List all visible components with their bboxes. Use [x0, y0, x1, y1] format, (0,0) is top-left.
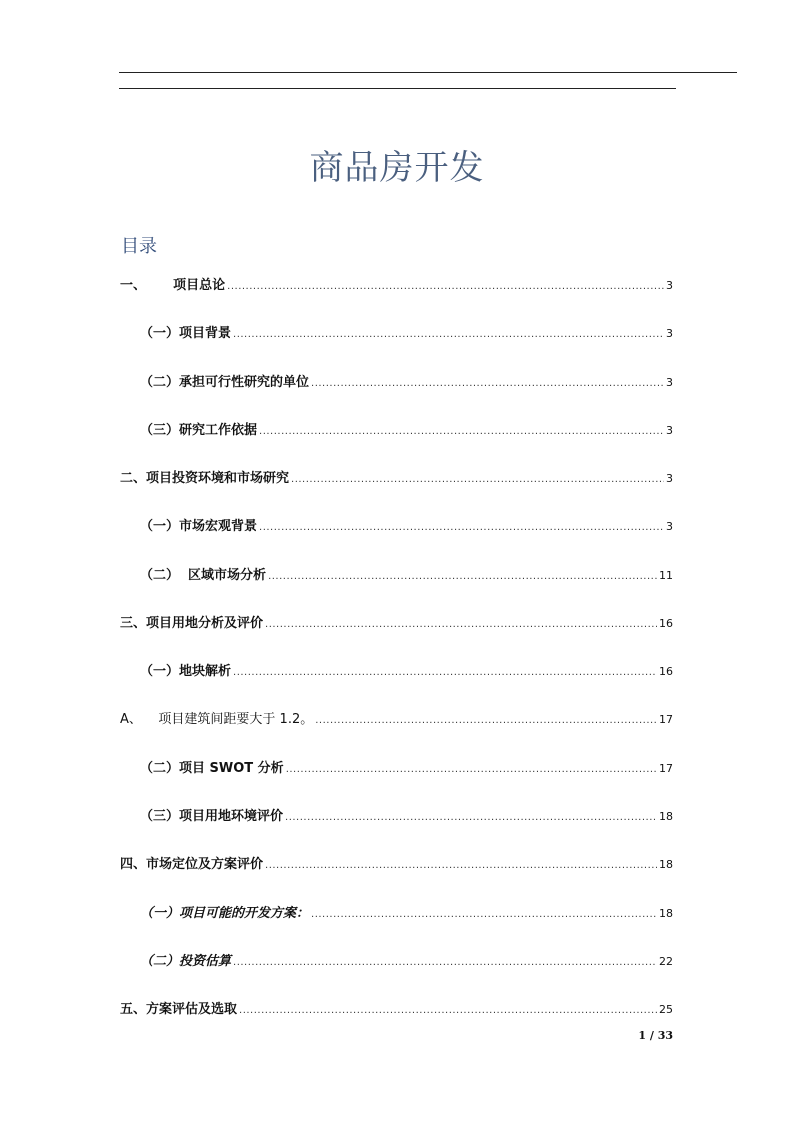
toc-leader-dots [233, 663, 657, 683]
toc-entry[interactable] [140, 373, 673, 393]
toc-entry[interactable] [140, 566, 673, 586]
toc-entry-page: 3 [666, 279, 673, 292]
toc-leader-dots [233, 953, 657, 973]
toc-entry[interactable] [140, 807, 673, 827]
page-number: 1 / 33 [638, 1029, 673, 1042]
toc-entry-page: 11 [659, 569, 673, 582]
toc-entry-page: 17 [659, 713, 673, 726]
toc-leader-dots [233, 325, 664, 345]
toc-leader-dots [315, 711, 657, 731]
toc-entry-label: （二）投资估算 [140, 954, 232, 969]
document-title: 商品房开发 [309, 148, 485, 188]
toc-entry-page: 3 [666, 520, 673, 533]
toc-leader-dots [311, 905, 657, 925]
toc-entry-label: 五、方案评估及选取 [120, 1002, 238, 1017]
header-rule-second [119, 88, 676, 89]
toc-entry[interactable] [140, 517, 673, 537]
toc-entry[interactable] [140, 324, 673, 344]
toc-entry-label: A、 项目建筑间距要大于 1.2。 [120, 712, 314, 727]
toc-entry-label: （三）项目用地环境评价 [140, 809, 284, 824]
toc-entry-page: 3 [666, 327, 673, 340]
toc-entry-page: 16 [659, 617, 673, 630]
toc-leader-dots [285, 808, 657, 828]
toc-leader-dots [268, 567, 657, 587]
toc-entry[interactable] [140, 662, 673, 682]
toc-entry[interactable] [120, 855, 673, 875]
toc-entry-label: （二） 区域市场分析 [140, 568, 267, 583]
toc-entry[interactable] [140, 904, 673, 924]
toc-entry[interactable] [140, 421, 673, 441]
toc-entry-page: 3 [666, 472, 673, 485]
toc-entry-page: 17 [659, 762, 673, 775]
toc-entry[interactable] [140, 952, 673, 972]
toc-entry-label: 一、 项目总论 [120, 278, 226, 293]
toc-entry-label: （一）市场宏观背景 [140, 519, 258, 534]
toc-entry-page: 3 [666, 376, 673, 389]
toc-entry[interactable] [120, 469, 673, 489]
toc-entry-label: （二）项目 SWOT 分析 [140, 761, 284, 776]
toc-entry-label: （一）地块解析 [140, 664, 232, 679]
toc-entry-page: 16 [659, 665, 673, 678]
toc-entry[interactable] [120, 276, 673, 296]
toc-entry[interactable] [120, 710, 673, 730]
toc-entry-page: 18 [659, 810, 673, 823]
toc-entry-page: 3 [666, 424, 673, 437]
toc-entry[interactable] [120, 1000, 673, 1020]
toc-leader-dots [265, 615, 657, 635]
toc-entry-page: 25 [659, 1003, 673, 1016]
toc-entry[interactable] [120, 614, 673, 634]
toc-heading: 目录 [121, 236, 157, 257]
toc-leader-dots [291, 470, 664, 490]
header-rule-top [119, 72, 737, 73]
toc-leader-dots [227, 277, 664, 297]
toc-leader-dots [259, 518, 664, 538]
toc-leader-dots [286, 760, 657, 780]
toc-entry-label: （二）承担可行性研究的单位 [140, 375, 310, 390]
toc-leader-dots [239, 1001, 657, 1021]
toc-leader-dots [259, 422, 664, 442]
toc-entry-label: 四、市场定位及方案评价 [120, 857, 264, 872]
toc-leader-dots [265, 856, 657, 876]
toc-leader-dots [311, 374, 664, 394]
toc-entry-label: （一）项目可能的开发方案： [140, 906, 310, 921]
toc-entry-label: 二、项目投资环境和市场研究 [120, 471, 290, 486]
toc-entry[interactable] [140, 759, 673, 779]
toc-entry-label: （三）研究工作依据 [140, 423, 258, 438]
toc-entry-label: 三、项目用地分析及评价 [120, 616, 264, 631]
toc-entry-page: 18 [659, 907, 673, 920]
toc-entry-page: 18 [659, 858, 673, 871]
toc-entry-page: 22 [659, 955, 673, 968]
toc-entry-label: （一）项目背景 [140, 326, 232, 341]
